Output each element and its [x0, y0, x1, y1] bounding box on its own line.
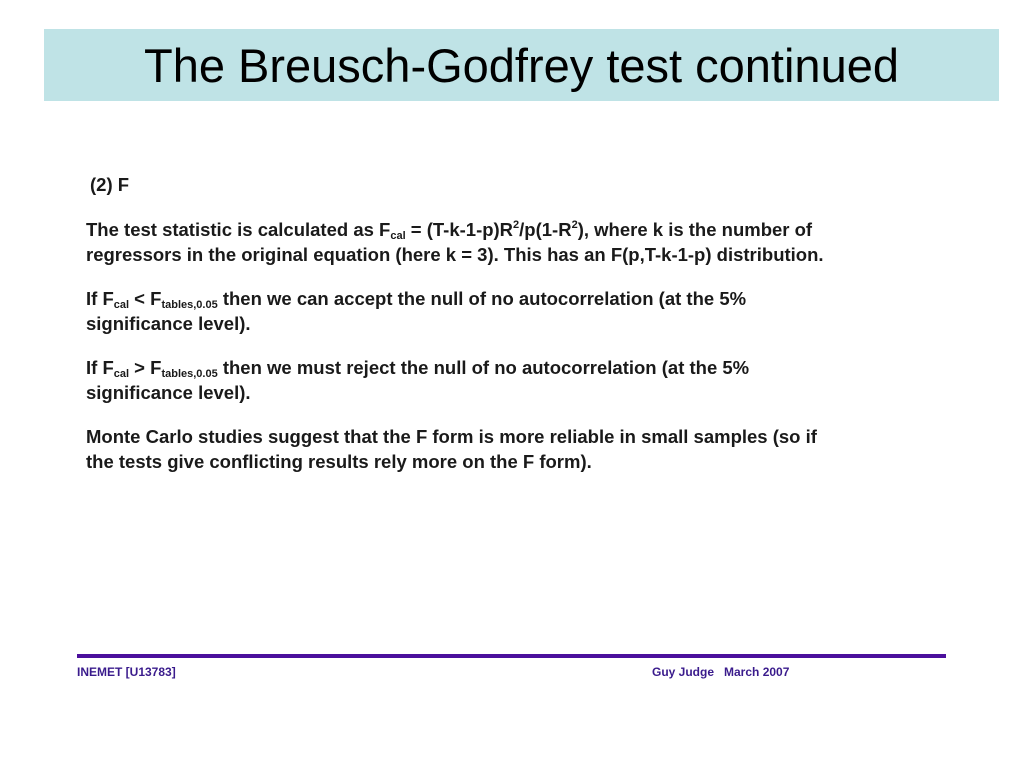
text-run: If F	[86, 357, 114, 378]
footer-divider	[77, 654, 946, 658]
paragraph-accept-null	[86, 286, 986, 336]
footer-author-date: Guy Judge March 2007	[652, 665, 790, 679]
footer-course-code: INEMET [U13783]	[77, 665, 176, 679]
text-run: /p(1-R	[519, 219, 572, 240]
text-run: If F	[86, 288, 114, 309]
paragraph-line	[86, 217, 986, 242]
paragraph-reject-null	[86, 355, 986, 405]
subscript: cal	[113, 299, 130, 311]
paragraph-line	[86, 355, 986, 380]
text-run: < F	[129, 288, 162, 309]
text-run: ), where k is the number of	[577, 219, 813, 240]
subscript: tables,0.05	[161, 368, 218, 380]
paragraph-test-statistic	[86, 217, 986, 267]
paragraph-monte-carlo	[86, 424, 986, 474]
paragraph-line: the tests give conflicting results rely more on the F form).	[86, 451, 592, 472]
section-heading: (2) F	[90, 174, 130, 195]
superscript: 2	[513, 219, 520, 231]
paragraph-line: Monte Carlo studies suggest that the F form is more reliable in small samples (so if	[86, 426, 817, 447]
paragraph-line: regressors in the original equation (here k = 3). This has an F(p,T-k-1-p) distribution.	[86, 244, 824, 265]
slide-body	[86, 172, 986, 493]
title-bar	[44, 29, 999, 101]
text-run: > F	[129, 357, 162, 378]
text-run: then we can accept the null of no autocorrelation (at the 5%	[217, 288, 747, 309]
paragraph-line: significance level).	[86, 382, 251, 403]
subscript: tables,0.05	[161, 299, 218, 311]
paragraph-line	[86, 286, 986, 311]
subscript: cal	[113, 368, 130, 380]
text-run: The test statistic is calculated as F	[86, 219, 391, 240]
text-run: then we must reject the null of no autocorrelation (at the 5%	[217, 357, 750, 378]
paragraph-line: significance level).	[86, 313, 251, 334]
superscript: 2	[571, 219, 578, 231]
slide-title: The Breusch-Godfrey test continued	[143, 38, 899, 92]
text-run: = (T-k-1-p)R	[405, 219, 514, 240]
subscript: cal	[390, 230, 406, 242]
